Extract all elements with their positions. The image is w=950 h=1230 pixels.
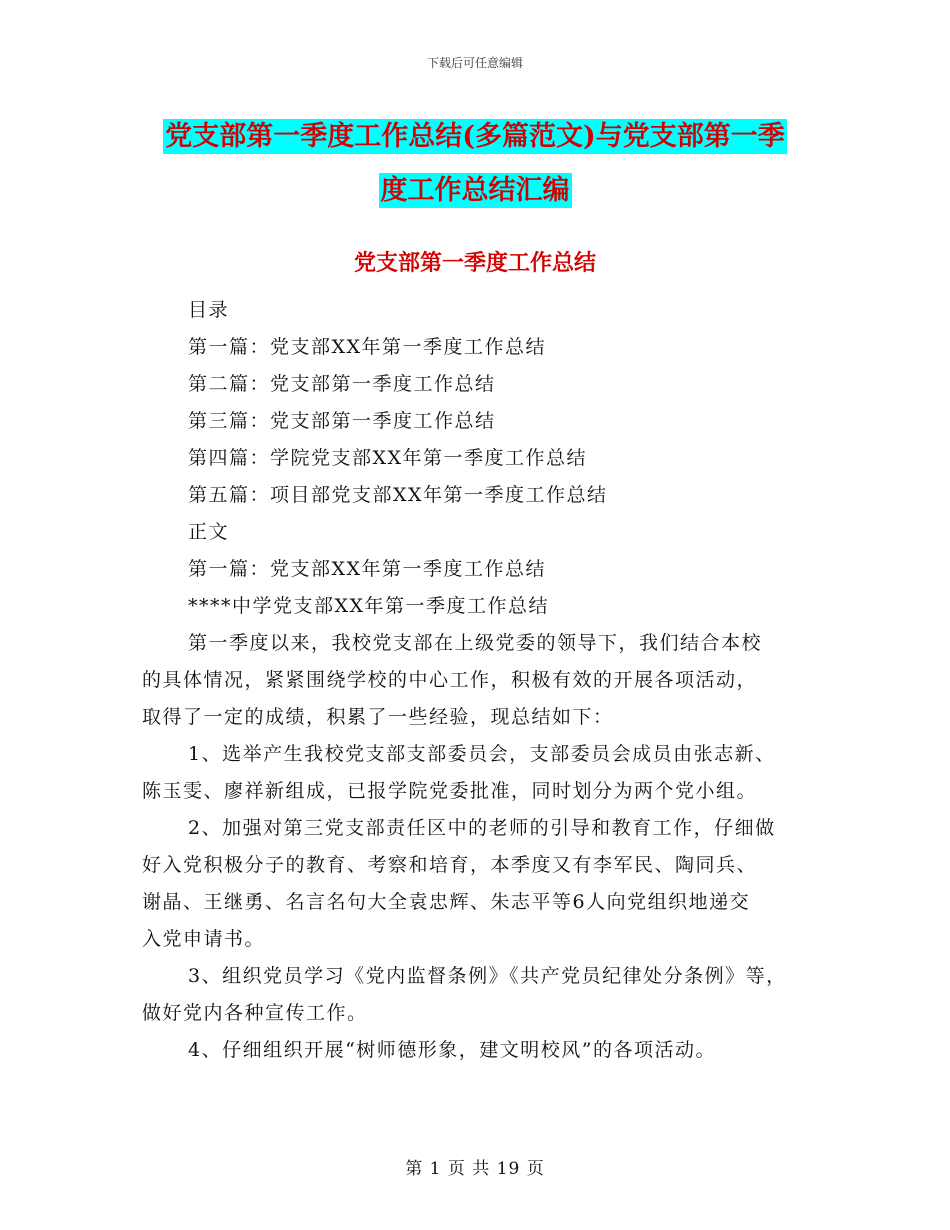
document-body xyxy=(142,292,822,1069)
header-note: 下载后可任意编辑 xyxy=(426,56,523,70)
paragraph-line: 第一季度以来，我校党支部在上级党委的领导下，我们结合本校 xyxy=(188,632,763,654)
paragraph-line: 做好党内各种宣传工作。 xyxy=(142,1002,368,1024)
toc-item: 第一篇：党支部XX年第一季度工作总结 xyxy=(188,336,547,358)
article-title: ****中学党支部XX年第一季度工作总结 xyxy=(188,595,550,617)
section-subtitle: 党支部第一季度工作总结 xyxy=(353,250,596,276)
document-title xyxy=(0,110,950,218)
toc-item: 第二篇：党支部第一季度工作总结 xyxy=(188,373,496,395)
title-line-1: 党支部第一季度工作总结(多篇范文)与党支部第一季 xyxy=(165,121,785,152)
paragraph-line: 3、组织党员学习《党内监督条例》《共产党员纪律处分条例》等， xyxy=(188,965,787,987)
paragraph-line: 的具体情况，紧紧围绕学校的中心工作，积极有效的开展各项活动， xyxy=(142,669,758,691)
paragraph-line: 2、加强对第三党支部责任区中的老师的引导和教育工作，仔细做 xyxy=(188,817,776,839)
page-footer: 第 1 页 共 19 页 xyxy=(405,1159,545,1179)
paragraph-line: 4、仔细组织开展“树师德形象，建文明校风”的各项活动。 xyxy=(188,1039,717,1061)
body-heading: 正文 xyxy=(188,521,230,543)
paragraph-line: 入党申请书。 xyxy=(142,928,266,950)
paragraph-line: 取得了一定的成绩，积累了一些经验，现总结如下： xyxy=(142,706,614,728)
paragraph-line: 1、选举产生我校党支部支部委员会，支部委员会成员由张志新、 xyxy=(188,743,776,765)
chapter-title: 第一篇：党支部XX年第一季度工作总结 xyxy=(188,558,547,580)
paragraph-line: 好入党积极分子的教育、考察和培育，本季度又有李军民、陶同兵、 xyxy=(142,854,758,876)
paragraph-line: 谢晶、王继勇、名言名句大全袁忠辉、朱志平等6人向党组织地递交 xyxy=(142,891,751,913)
toc-item: 第四篇：学院党支部XX年第一季度工作总结 xyxy=(188,447,588,469)
toc-item: 第五篇：项目部党支部XX年第一季度工作总结 xyxy=(188,484,608,506)
toc-heading: 目录 xyxy=(188,299,230,321)
paragraph-line: 陈玉雯、廖祥新组成，已报学院党委批准，同时划分为两个党小组。 xyxy=(142,780,758,802)
toc-item: 第三篇：党支部第一季度工作总结 xyxy=(188,410,496,432)
title-line-2: 度工作总结汇编 xyxy=(380,175,570,206)
